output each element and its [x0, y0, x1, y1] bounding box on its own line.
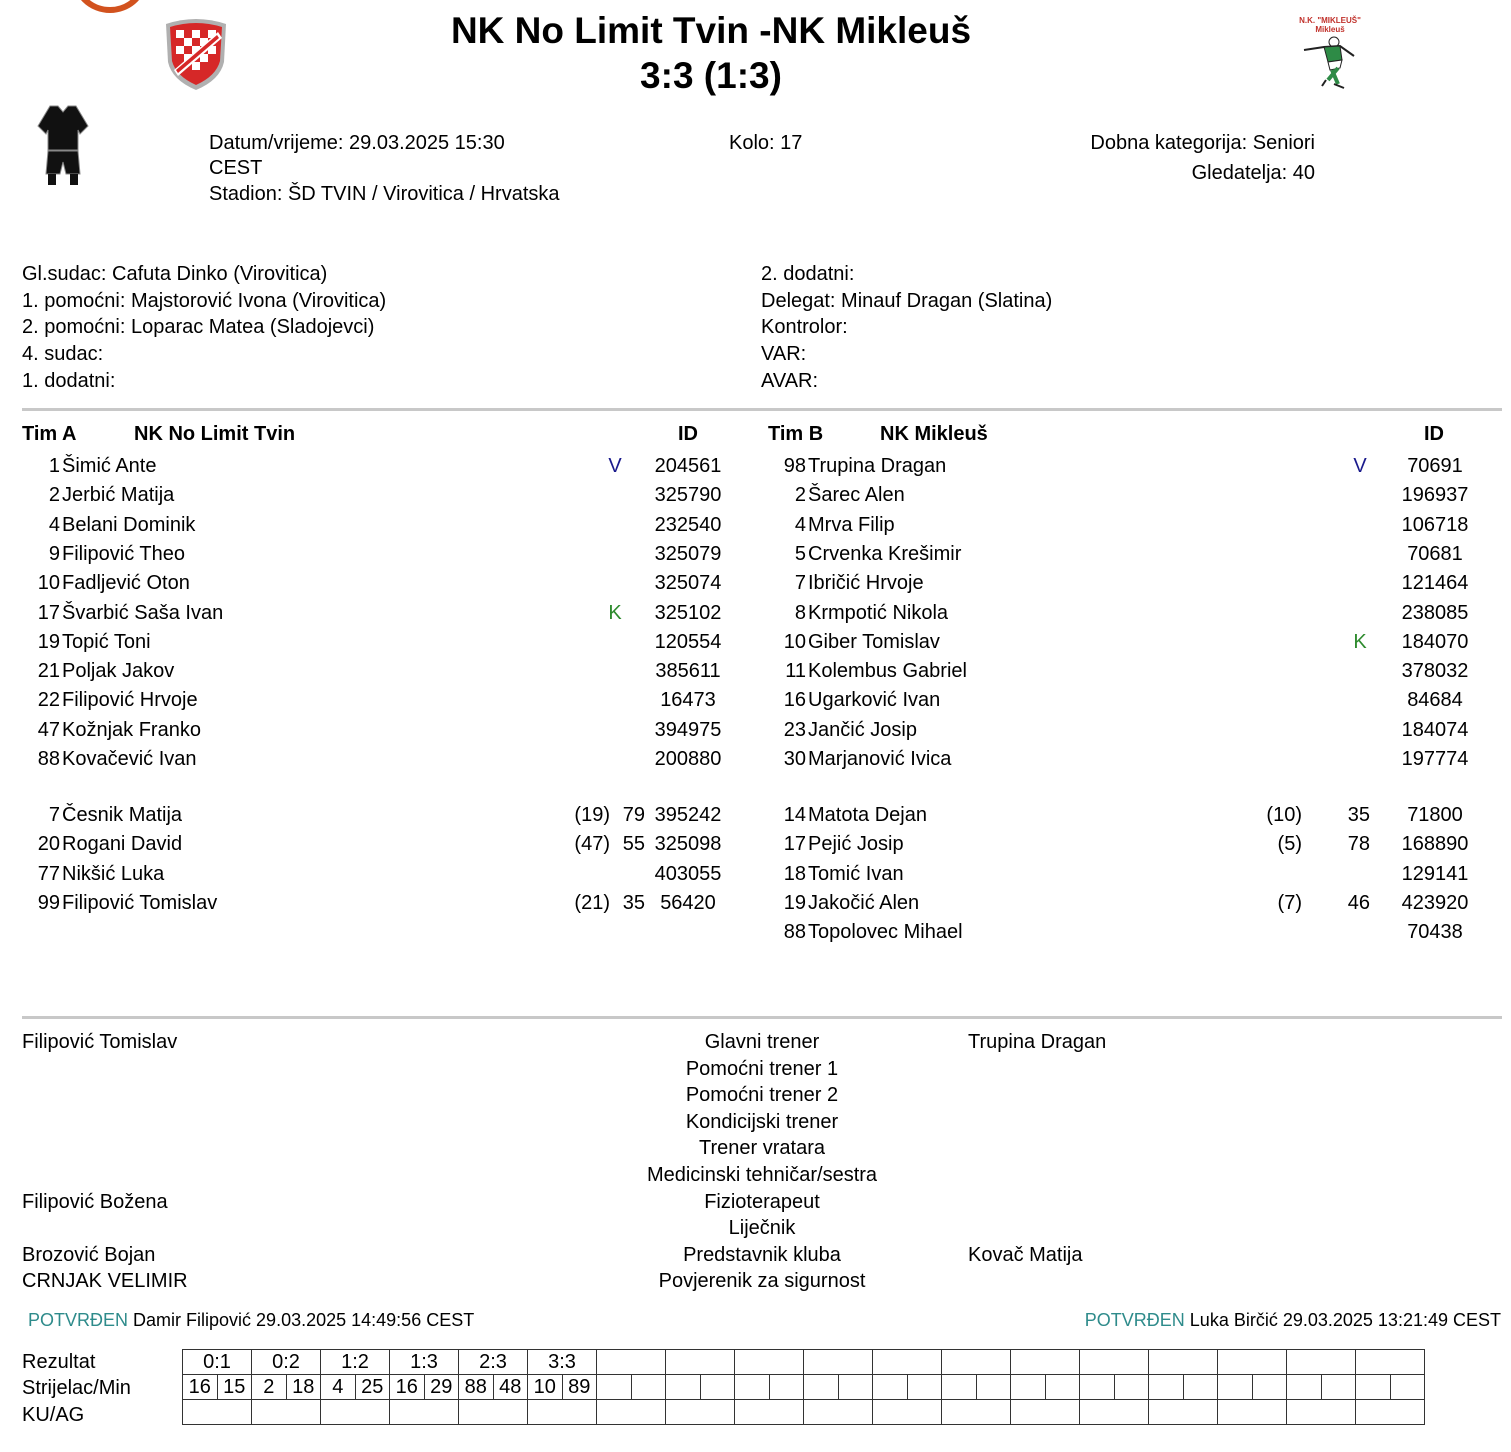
goals-table [182, 1349, 1425, 1425]
kuag-cell [666, 1400, 735, 1425]
goal-scorer-cell [942, 1375, 977, 1400]
player-number: 17 [783, 833, 806, 856]
player-id: 184074 [1401, 718, 1469, 741]
goal-scorer-cell [1218, 1375, 1253, 1400]
player-name: Kolembus Gabriel [808, 660, 967, 683]
goal-minute-cell [976, 1375, 1011, 1400]
replaced-player-number: (21) [574, 891, 610, 914]
goal-scorer-cell: 16 [390, 1375, 425, 1400]
team-b-label: Tim B [768, 423, 824, 445]
player-id: 121464 [1401, 572, 1469, 595]
player-id: 325098 [654, 833, 722, 856]
kuag-cell [1149, 1400, 1218, 1425]
player-row [768, 511, 1488, 540]
goal-result-cell [1149, 1350, 1218, 1375]
player-row [22, 657, 742, 686]
player-id: 16473 [660, 689, 716, 712]
player-name: Topić Toni [62, 630, 151, 653]
substitution-minute: 46 [1347, 891, 1370, 914]
goal-minute-cell: 15 [217, 1375, 252, 1400]
player-name: Jakočić Alen [808, 891, 920, 914]
kuag-cell [1011, 1400, 1080, 1425]
player-name: Kožnjak Franko [62, 718, 201, 741]
goal-result-cell: 3:3 [528, 1350, 597, 1375]
goal-result-cell [942, 1350, 1011, 1375]
player-row [768, 599, 1488, 628]
player-number: 98 [783, 455, 806, 477]
match-timezone: CEST [209, 157, 263, 179]
player-number: 2 [48, 484, 60, 507]
goal-result-cell [666, 1350, 735, 1375]
player-name: Česnik Matija [62, 804, 183, 826]
player-name: Nikšić Luka [62, 862, 165, 885]
goal-minute-cell: 25 [355, 1375, 390, 1400]
player-name: Topolovec Mihael [808, 921, 963, 944]
substitute-row [768, 830, 1488, 859]
player-number: 7 [794, 572, 806, 595]
player-name: Filipović Theo [62, 542, 186, 565]
staff-home-name: Filipović Tomislav [22, 1031, 178, 1053]
substitute-row [768, 889, 1488, 918]
player-id: 378032 [1401, 660, 1469, 683]
player-id: 385611 [655, 660, 721, 683]
goal-scorer-cell: 4 [321, 1375, 356, 1400]
staff-role-label: Pomoćni trener 1 [685, 1057, 839, 1080]
goal-minute-cell [1045, 1375, 1080, 1400]
player-number: 9 [48, 542, 60, 565]
goal-minute-cell: 89 [562, 1375, 597, 1400]
goal-scorer-cell: 88 [459, 1375, 494, 1400]
goal-minute-cell: 48 [493, 1375, 528, 1400]
player-name: Trupina Dragan [808, 455, 947, 477]
goal-scorer-cell [1356, 1375, 1391, 1400]
replaced-player-number: (47) [574, 833, 610, 856]
player-number: 77 [37, 862, 60, 885]
age-category: Dobna kategorija: Seniori [1090, 132, 1315, 154]
goal-minute-cell [1183, 1375, 1218, 1400]
kuag-cell [528, 1400, 597, 1425]
substitute-row [22, 801, 742, 830]
kuag-cell [1218, 1400, 1287, 1425]
goal-result-cell [1356, 1350, 1425, 1375]
kuag-cell [459, 1400, 528, 1425]
player-number: 11 [785, 660, 806, 683]
substitute-row [22, 830, 742, 859]
match-round: Kolo: 17 [729, 132, 803, 154]
player-id: 232540 [654, 513, 722, 536]
player-number: 19 [37, 630, 60, 653]
player-number: 30 [783, 748, 806, 770]
kuag-cell [1080, 1400, 1149, 1425]
player-name: Giber Tomislav [808, 630, 940, 653]
player-number: 10 [783, 630, 806, 653]
player-row [22, 481, 742, 510]
player-row [768, 452, 1488, 481]
goal-scorer-cell [735, 1375, 770, 1400]
official-delegate: Delegat: Minauf Dragan (Slatina) [761, 290, 1053, 312]
goal-scorer-cell [1149, 1375, 1184, 1400]
home-confirmed-status: POTVRĐEN [28, 1310, 129, 1330]
player-id: 120554 [654, 630, 722, 653]
kuag-cell [942, 1400, 1011, 1425]
kuag-cell [873, 1400, 942, 1425]
player-number: 99 [37, 891, 60, 914]
player-id: 56420 [660, 891, 716, 914]
goal-minute-cell [1321, 1375, 1356, 1400]
player-name: Mrva Filip [808, 513, 895, 536]
player-name: Ugarković Ivan [808, 689, 941, 712]
substitution-minute: 79 [622, 804, 645, 826]
official-fourth: 4. sudac: [22, 343, 104, 365]
player-number: 47 [37, 718, 60, 741]
goal-scorer-cell [873, 1375, 908, 1400]
goal-result-cell [1287, 1350, 1356, 1375]
player-id: 84684 [1407, 689, 1463, 712]
row-label-scorer: Strijelac/Min [22, 1377, 131, 1399]
player-number: 88 [783, 921, 806, 944]
divider [22, 1016, 1502, 1019]
player-row [768, 569, 1488, 598]
substitution-minute: 55 [622, 833, 645, 856]
staff-away-name: Kovač Matija [968, 1243, 1083, 1266]
staff-role-label: Povjerenik za sigurnost [658, 1270, 866, 1293]
player-number: 23 [783, 718, 806, 741]
substitute-row [768, 860, 1488, 889]
player-number: 88 [37, 748, 60, 770]
away-confirmed-by: Luka Birčić 29.03.2025 13:21:49 CEST [1189, 1310, 1501, 1330]
official-additional-2: 2. dodatni: [761, 263, 855, 285]
player-id: 423920 [1401, 891, 1469, 914]
goal-minute-cell [700, 1375, 735, 1400]
spectators: Gledatelja: 40 [1191, 162, 1315, 184]
official-controller: Kontrolor: [761, 316, 848, 338]
goal-scorer-cell [804, 1375, 839, 1400]
substitution-minute: 35 [1347, 804, 1370, 826]
player-id: 70691 [1407, 455, 1463, 477]
player-name: Poljak Jakov [62, 660, 175, 683]
official-additional-1: 1. dodatni: [22, 370, 116, 392]
goal-result-cell [597, 1350, 666, 1375]
away-crest-text-line2: Mikleuš [1315, 25, 1345, 34]
away-confirmation [1085, 1310, 1501, 1331]
player-id: 325102 [654, 601, 722, 624]
kuag-cell [252, 1400, 321, 1425]
substitute-row [22, 889, 742, 918]
kuag-cell [735, 1400, 804, 1425]
player-row [768, 657, 1488, 686]
player-number: 16 [783, 689, 806, 712]
official-avar: AVAR: [761, 370, 819, 392]
player-name: Krmpotić Nikola [808, 601, 949, 624]
player-name: Rogani David [62, 833, 183, 856]
player-row [768, 481, 1488, 510]
player-id: 204561 [654, 455, 722, 477]
player-row [22, 569, 742, 598]
goal-result-cell: 2:3 [459, 1350, 528, 1375]
player-name: Jančić Josip [808, 718, 917, 741]
goal-scorer-cell [1287, 1375, 1322, 1400]
player-id: 70438 [1407, 921, 1463, 944]
team-kit-icon [36, 104, 90, 186]
player-number: 10 [37, 572, 60, 595]
player-row [22, 716, 742, 745]
goal-minute-cell: 29 [424, 1375, 459, 1400]
goal-scorer-cell: 10 [528, 1375, 563, 1400]
player-name: Jerbić Matija [62, 484, 175, 507]
kuag-cell [321, 1400, 390, 1425]
player-row [22, 599, 742, 628]
player-number: 20 [37, 833, 60, 856]
team-b-name: NK Mikleuš [880, 423, 988, 445]
player-name: Šimić Ante [62, 455, 157, 477]
staff-role-label: Fizioterapeut [704, 1190, 820, 1213]
player-id: 325079 [654, 542, 722, 565]
team-a-label: Tim A [22, 423, 77, 445]
replaced-player-number: (7) [1277, 891, 1302, 914]
goal-result-cell [1218, 1350, 1287, 1375]
substitute-row [768, 801, 1488, 830]
player-id: 395242 [654, 804, 722, 826]
staff-role-label: Predstavnik kluba [683, 1243, 841, 1266]
captain-marker: K [1353, 630, 1367, 653]
player-row [22, 745, 742, 774]
player-number: 7 [48, 804, 60, 826]
player-id: 325790 [654, 484, 722, 507]
official-assistant-1: 1. pomoćni: Majstorović Ivona (Virovitica) [22, 290, 387, 312]
staff-role-label: Glavni trener [704, 1031, 820, 1053]
kuag-cell [390, 1400, 459, 1425]
player-row [22, 686, 742, 715]
player-number: 4 [794, 513, 806, 536]
player-number: 19 [783, 891, 806, 914]
player-row [22, 452, 742, 481]
goal-minute-cell [1390, 1375, 1425, 1400]
kuag-cell [1287, 1400, 1356, 1425]
goal-scorer-cell [597, 1375, 632, 1400]
match-stadium: Stadion: ŠD TVIN / Virovitica / Hrvatska [209, 183, 560, 205]
player-number: 5 [794, 542, 806, 565]
player-name: Fadljević Oton [62, 572, 190, 595]
home-confirmation [28, 1310, 474, 1331]
player-id: 184070 [1401, 630, 1469, 653]
player-row [768, 628, 1488, 657]
goal-result-cell: 1:2 [321, 1350, 390, 1375]
player-row [22, 628, 742, 657]
goal-minute-cell [907, 1375, 942, 1400]
player-id: 325074 [654, 572, 722, 595]
staff-role-label: Liječnik [728, 1217, 796, 1240]
goal-result-cell [1080, 1350, 1149, 1375]
goal-scorer-cell [666, 1375, 701, 1400]
official-main-referee: Gl.sudac: Cafuta Dinko (Virovitica) [22, 263, 328, 285]
team-a-name: NK No Limit Tvin [134, 423, 296, 445]
player-number: 18 [783, 862, 806, 885]
player-name: Švarbić Saša Ivan [62, 601, 224, 624]
home-confirmed-by: Damir Filipović 29.03.2025 14:49:56 CEST [133, 1310, 475, 1330]
player-number: 8 [794, 601, 806, 624]
goal-minute-cell [838, 1375, 873, 1400]
goal-result-cell [735, 1350, 804, 1375]
row-label-kuag: KU/AG [22, 1404, 85, 1426]
player-name: Crvenka Krešimir [808, 542, 962, 565]
player-number: 4 [48, 513, 60, 536]
player-name: Filipović Tomislav [62, 891, 218, 914]
match-title: NK No Limit Tvin -NK Mikleuš [450, 10, 972, 51]
match-datetime: Datum/vrijeme: 29.03.2025 15:30 [209, 132, 505, 154]
goalkeeper-marker: V [1353, 455, 1367, 477]
substitute-row [768, 918, 1488, 947]
player-number: 1 [48, 455, 60, 477]
player-name: Šarec Alen [808, 484, 905, 507]
goal-result-cell: 1:3 [390, 1350, 459, 1375]
team-b-id-header: ID [1424, 423, 1444, 445]
player-id: 197774 [1401, 748, 1469, 770]
player-id: 71800 [1407, 804, 1463, 826]
goal-scorer-cell [1011, 1375, 1046, 1400]
substitute-row [22, 860, 742, 889]
goal-minute-cell [769, 1375, 804, 1400]
player-name: Matota Dejan [808, 804, 927, 826]
staff-role-label: Pomoćni trener 2 [685, 1084, 839, 1107]
goal-scorer-cell: 2 [252, 1375, 287, 1400]
player-name: Marjanović Ivica [808, 748, 952, 770]
row-label-result: Rezultat [22, 1351, 96, 1373]
player-number: 21 [37, 660, 60, 683]
player-name: Ibričić Hrvoje [808, 572, 924, 595]
goal-result-cell [873, 1350, 942, 1375]
player-number: 22 [37, 689, 60, 712]
player-number: 14 [783, 804, 806, 826]
player-id: 394975 [654, 718, 722, 741]
staff-home-name: Filipović Božena [22, 1190, 168, 1213]
staff-home-name: CRNJAK VELIMIR [22, 1270, 188, 1293]
player-id: 168890 [1401, 833, 1469, 856]
replaced-player-number: (10) [1266, 804, 1302, 826]
staff-role-label: Kondicijski trener [685, 1110, 839, 1133]
goal-minute-cell: 18 [286, 1375, 321, 1400]
player-number: 17 [37, 601, 60, 624]
kuag-cell [597, 1400, 666, 1425]
goal-minute-cell [631, 1375, 666, 1400]
substitution-minute: 35 [622, 891, 645, 914]
player-id: 70681 [1407, 542, 1463, 565]
kuag-cell [804, 1400, 873, 1425]
player-id: 129141 [1401, 862, 1469, 885]
goal-result-cell: 0:1 [183, 1350, 252, 1375]
player-row [768, 686, 1488, 715]
goal-scorer-cell [1080, 1375, 1115, 1400]
away-crest-text-line1: N.K. "MIKLEUŠ" [1299, 16, 1361, 25]
kuag-cell [1356, 1400, 1425, 1425]
player-number: 2 [794, 484, 806, 507]
goal-scorer-cell: 16 [183, 1375, 218, 1400]
player-id: 200880 [654, 748, 722, 770]
goal-minute-cell [1114, 1375, 1149, 1400]
replaced-player-number: (5) [1277, 833, 1302, 856]
substitution-minute: 78 [1347, 833, 1370, 856]
team-a-id-header: ID [678, 423, 698, 445]
divider [22, 408, 1502, 411]
goal-result-cell [1011, 1350, 1080, 1375]
player-name: Filipović Hrvoje [62, 689, 198, 712]
kuag-cell [183, 1400, 252, 1425]
player-name: Pejić Josip [808, 833, 904, 856]
goal-minute-cell [1252, 1375, 1287, 1400]
player-id: 106718 [1401, 513, 1469, 536]
player-id: 196937 [1401, 484, 1469, 507]
goalkeeper-marker: V [608, 455, 622, 477]
staff-away-name: Trupina Dragan [968, 1031, 1107, 1053]
player-row [768, 716, 1488, 745]
player-row [22, 540, 742, 569]
player-id: 403055 [654, 862, 722, 885]
match-score: 3:3 (1:3) [640, 55, 782, 96]
player-name: Belani Dominik [62, 513, 196, 536]
staff-home-name: Brozović Bojan [22, 1243, 156, 1266]
player-name: Tomić Ivan [808, 862, 904, 885]
captain-marker: K [608, 601, 622, 624]
player-row [22, 511, 742, 540]
goal-result-cell [804, 1350, 873, 1375]
goal-result-cell: 0:2 [252, 1350, 321, 1375]
replaced-player-number: (19) [574, 804, 610, 826]
player-row [768, 745, 1488, 774]
player-id: 238085 [1401, 601, 1469, 624]
official-assistant-2: 2. pomoćni: Loparac Matea (Sladojevci) [22, 316, 375, 338]
staff-role-label: Medicinski tehničar/sestra [646, 1164, 878, 1186]
staff-role-label: Trener vratara [699, 1137, 825, 1160]
away-confirmed-status: POTVRĐEN [1084, 1310, 1185, 1330]
player-row [768, 540, 1488, 569]
player-name: Kovačević Ivan [62, 748, 197, 770]
official-var: VAR: [761, 343, 807, 365]
